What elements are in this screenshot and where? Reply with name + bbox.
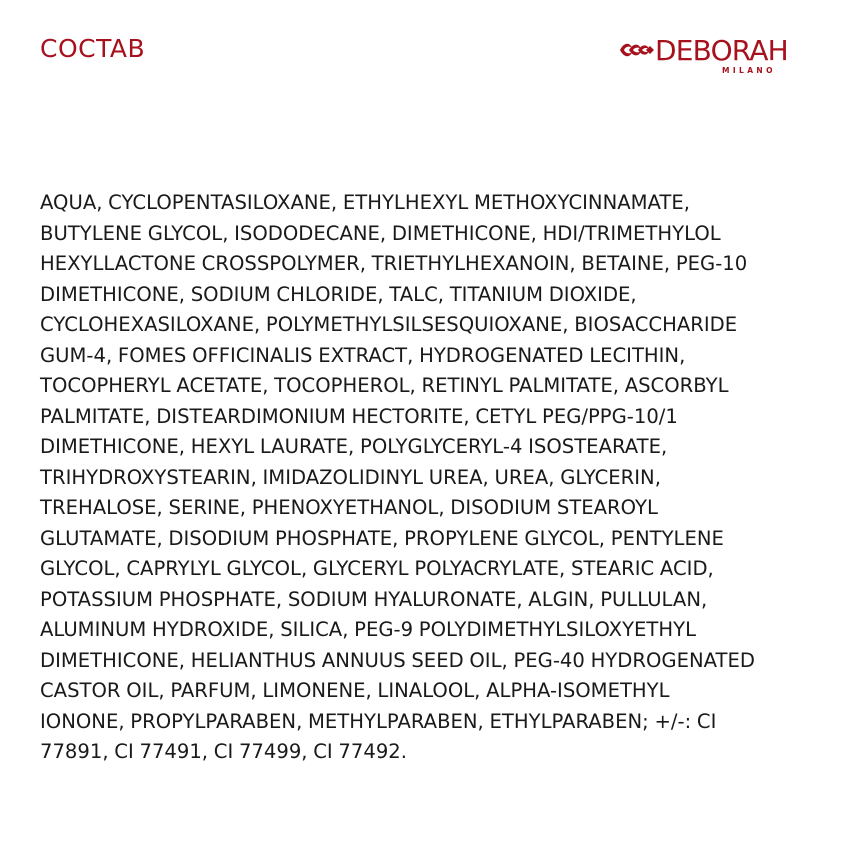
ingredients-line: GLUTAMATE, DISODIUM PHOSPHATE, PROPYLENE GLYCOL, PENTYLENE [40, 526, 724, 550]
ingredients-line: DIMETHICONE, HELIANTHUS ANNUUS SEED OIL, PEG-40 HYDROGENATED [40, 648, 755, 672]
ingredients-line: BUTYLENE GLYCOL, ISODODECANE, DIMETHICONE, HDI/TRIMETHYLOL [40, 221, 721, 245]
ingredients-line: POTASSIUM PHOSPHATE, SODIUM HYALURONATE, ALGIN, PULLULAN, [40, 587, 708, 611]
brand-name: DEBORAH [655, 34, 788, 67]
ingredients-line: CYCLOHEXASILOXANE, POLYMETHYLSILSESQUIOXANE, BIOSACCHARIDE [40, 313, 738, 336]
ingredients-list [40, 188, 830, 768]
ingredients-line: HEXYLLACTONE CROSSPOLYMER, TRIETHYLHEXANOIN, BETAINE, PEG-10 [40, 252, 748, 275]
ingredients-line: IONONE, PROPYLPARABEN, METHYLPARABEN, ETHYLPARABEN; +/-: CI [40, 709, 717, 733]
ingredients-line: TREHALOSE, SERINE, PHENOXYETHANOL, DISODIUM STEAROYL [40, 496, 658, 519]
ingredients-line: PALMITATE, DISTEARDIMONIUM HECTORITE, CETYL PEG/PPG-10/1 [40, 404, 678, 428]
ingredients-line: TOCOPHERYL ACETATE, TOCOPHEROL, RETINYL PALMITATE, ASCORBYL [40, 374, 729, 397]
ingredients-line: 77891, CI 77491, CI 77499, CI 77492. [40, 740, 407, 763]
ingredients-line: DIMETHICONE, SODIUM CHLORIDE, TALC, TITANIUM DIOXIDE, [40, 282, 637, 306]
deborah-logo-emblem-icon [618, 38, 654, 62]
page-title: COCTAB [40, 34, 146, 63]
ingredients-line: ALUMINUM HYDROXIDE, SILICA, PEG-9 POLYDIMETHYLSILOXYETHYL [40, 618, 697, 641]
ingredients-line: DIMETHICONE, HEXYL LAURATE, POLYGLYCERYL-4 ISOSTEARATE, [40, 435, 668, 458]
brand-logo [618, 34, 810, 80]
ingredients-line: GLYCOL, CAPRYLYL GLYCOL, GLYCERYL POLYACRYLATE, STEARIC ACID, [40, 557, 714, 580]
brand-subtitle: MILANO [722, 66, 776, 75]
ingredients-line: TRIHYDROXYSTEARIN, IMIDAZOLIDINYL UREA, UREA, GLYCERIN, [40, 465, 661, 489]
ingredients-line: AQUA, CYCLOPENTASILOXANE, ETHYLHEXYL METHOXYCINNAMATE, [40, 191, 690, 214]
ingredients-line: GUM-4, FOMES OFFICINALIS EXTRACT, HYDROGENATED LECITHIN, [40, 343, 686, 367]
ingredients-line: CASTOR OIL, PARFUM, LIMONENE, LINALOOL, ALPHA-ISOMETHYL [40, 679, 670, 702]
